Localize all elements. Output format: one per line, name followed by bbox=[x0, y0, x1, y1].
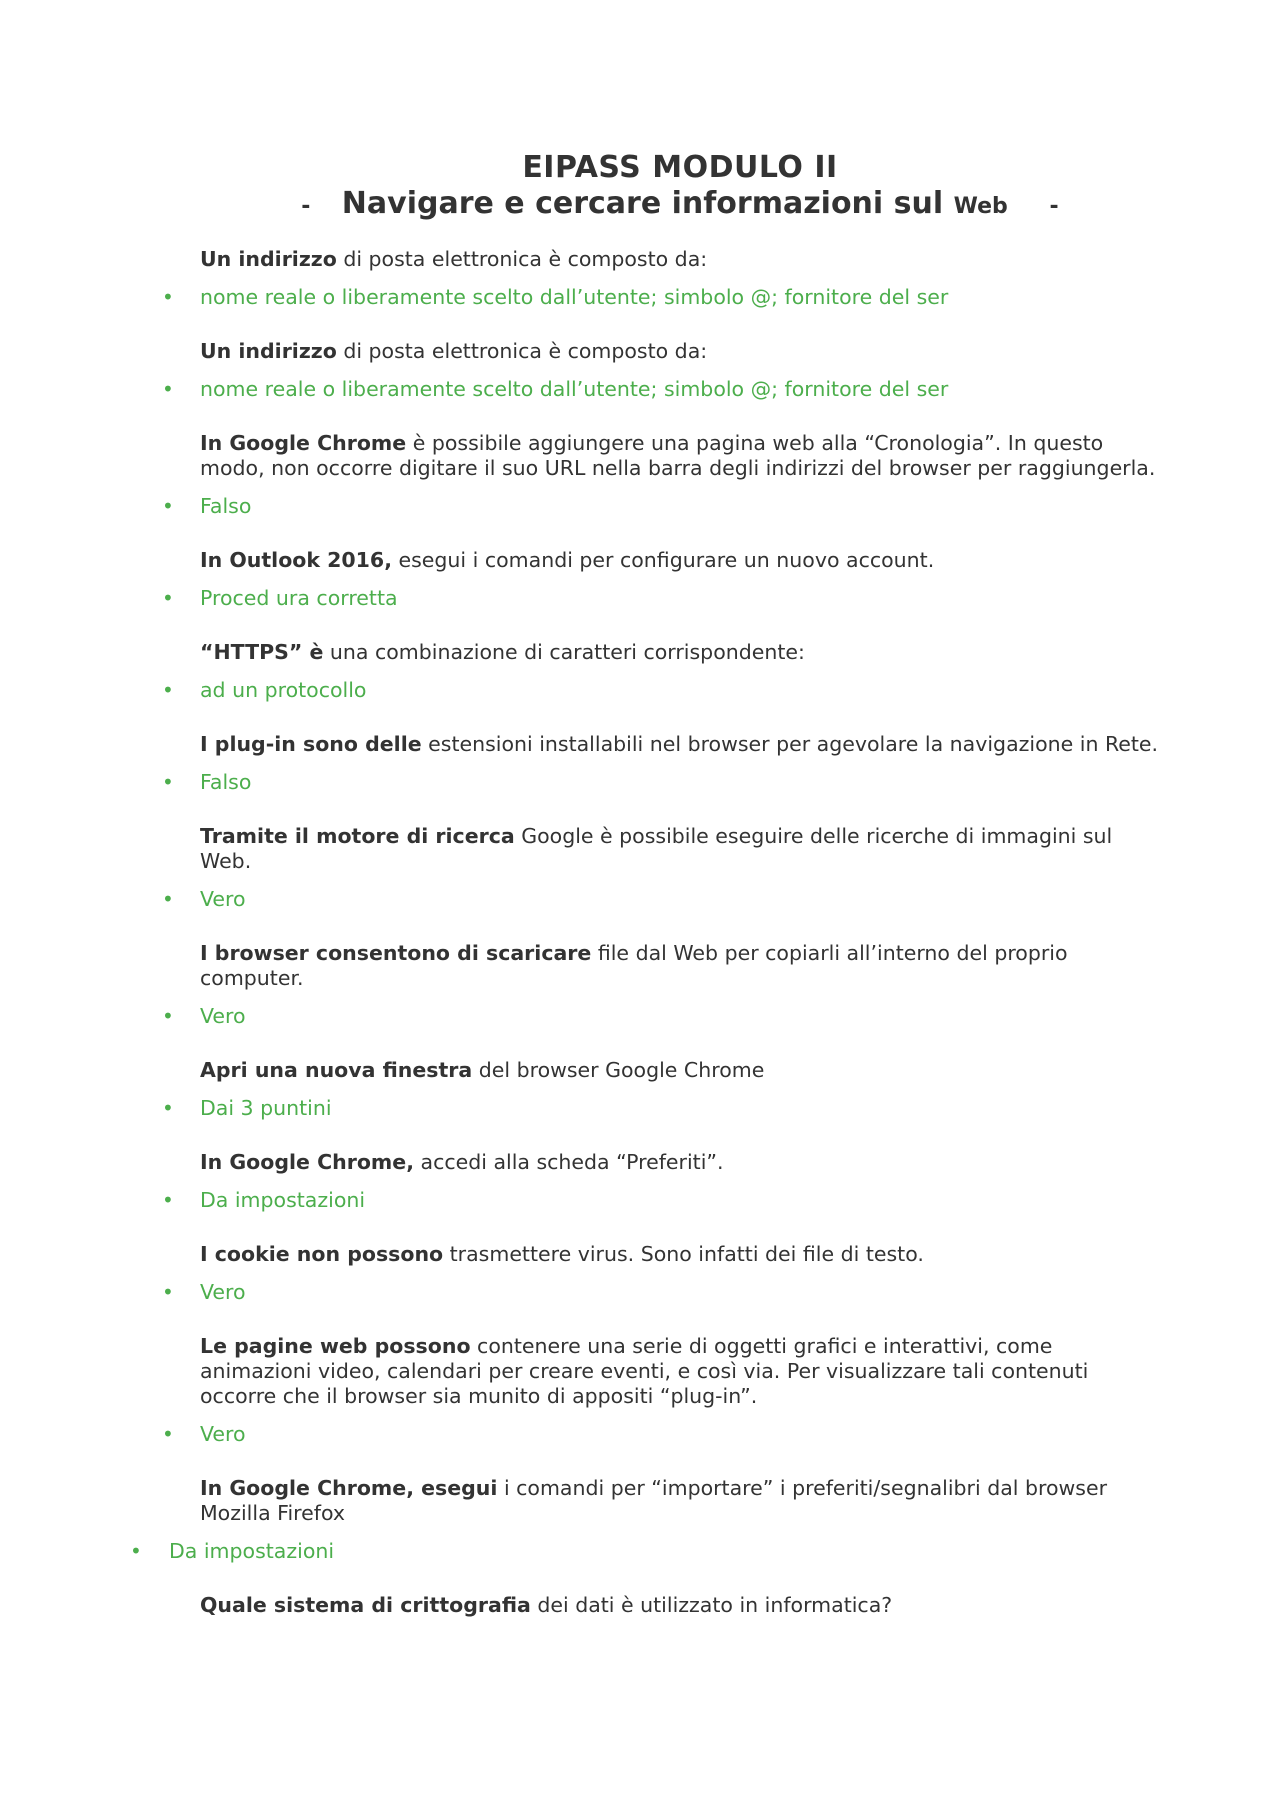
answer-text bbox=[162, 1004, 1160, 1029]
qa-item bbox=[162, 339, 1160, 402]
question-answer-list bbox=[130, 247, 1160, 1647]
qa-item bbox=[130, 1476, 1160, 1564]
bullet-icon: • bbox=[162, 1422, 174, 1446]
answer-value: nome reale o liberamente scelto dall’utente; simbolo @; fornitore del ser bbox=[200, 285, 949, 309]
question-rest: dei dati è utilizzato in informatica? bbox=[530, 1593, 893, 1617]
qa-item bbox=[162, 1334, 1160, 1447]
question-rest: accedi alla scheda “Preferiti”. bbox=[413, 1150, 724, 1174]
question-text bbox=[200, 640, 1160, 665]
question-rest: esegui i comandi per configurare un nuovo account. bbox=[392, 548, 935, 572]
qa-item bbox=[200, 1593, 1160, 1618]
title-dash-right: - bbox=[1049, 194, 1059, 219]
question-rest: di posta elettronica è composto da: bbox=[336, 339, 708, 363]
answer-text bbox=[162, 285, 1160, 310]
answer-text bbox=[162, 1096, 1160, 1121]
bullet-icon: • bbox=[162, 887, 174, 911]
question-text bbox=[200, 431, 1160, 481]
answer-value: Vero bbox=[200, 1280, 246, 1304]
question-text bbox=[200, 1242, 1160, 1267]
question-bold: Le pagine web possono bbox=[200, 1334, 471, 1358]
bullet-icon: • bbox=[162, 377, 174, 401]
question-bold: Quale sistema di crittografia bbox=[200, 1593, 531, 1617]
bullet-icon: • bbox=[162, 1096, 174, 1120]
answer-value: Vero bbox=[200, 887, 246, 911]
answer-text bbox=[162, 678, 1160, 703]
question-bold: “HTTPS” è bbox=[200, 640, 324, 664]
question-text bbox=[200, 247, 1160, 272]
answer-value: Dai 3 puntini bbox=[200, 1096, 332, 1120]
title-sub-text: Navigare e cercare informazioni sul bbox=[341, 186, 944, 221]
answer-text bbox=[162, 586, 1160, 611]
bullet-icon: • bbox=[162, 494, 174, 518]
bullet-icon: • bbox=[162, 770, 174, 794]
question-rest: è possibile aggiungere una pagina web alla “Cronologia”. In questo modo, non occorre digitare il suo URL nella barra degli indirizzi del browser per raggiungerla. bbox=[200, 431, 1156, 480]
qa-item bbox=[162, 548, 1160, 611]
question-text bbox=[200, 941, 1160, 991]
qa-item bbox=[162, 732, 1160, 795]
question-bold: In Outlook 2016, bbox=[200, 548, 392, 572]
answer-text bbox=[130, 1539, 1160, 1564]
question-text bbox=[200, 1476, 1160, 1526]
question-bold: Un indirizzo bbox=[200, 339, 337, 363]
question-rest: una combinazione di caratteri corrispondente: bbox=[323, 640, 805, 664]
answer-value: Falso bbox=[200, 770, 252, 794]
bullet-icon: • bbox=[162, 1188, 174, 1212]
question-bold: In Google Chrome, bbox=[200, 1150, 414, 1174]
question-text bbox=[200, 1593, 1160, 1618]
question-text bbox=[200, 824, 1160, 874]
answer-value: Da impostazioni bbox=[200, 1188, 366, 1212]
title-main: EIPASS MODULO II bbox=[522, 150, 838, 185]
bullet-icon: • bbox=[162, 586, 174, 610]
question-bold: In Google Chrome bbox=[200, 431, 407, 455]
answer-text bbox=[162, 1280, 1160, 1305]
question-text bbox=[200, 548, 1160, 573]
bullet-icon: • bbox=[130, 1539, 142, 1563]
question-text bbox=[200, 1150, 1160, 1175]
qa-item bbox=[162, 824, 1160, 912]
bullet-icon: • bbox=[162, 1004, 174, 1028]
question-bold: Tramite il motore di ricerca bbox=[200, 824, 515, 848]
answer-value: Vero bbox=[200, 1004, 246, 1028]
qa-item bbox=[162, 941, 1160, 1029]
answer-text bbox=[162, 887, 1160, 912]
question-text bbox=[200, 1058, 1160, 1083]
qa-item bbox=[162, 1058, 1160, 1121]
question-text bbox=[200, 339, 1160, 364]
qa-item bbox=[162, 247, 1160, 310]
question-bold: Un indirizzo bbox=[200, 247, 337, 271]
question-rest: di posta elettronica è composto da: bbox=[336, 247, 708, 271]
question-text bbox=[200, 732, 1160, 757]
answer-text bbox=[162, 494, 1160, 519]
title-dash-left: - bbox=[301, 194, 311, 219]
qa-item bbox=[162, 640, 1160, 703]
answer-text bbox=[162, 1422, 1160, 1447]
question-bold: In Google Chrome, esegui bbox=[200, 1476, 498, 1500]
qa-item bbox=[162, 431, 1160, 519]
answer-text bbox=[162, 1188, 1160, 1213]
qa-item bbox=[162, 1150, 1160, 1213]
question-rest: file dal Web per copiarli all’interno del proprio computer. bbox=[200, 941, 1068, 990]
answer-value: Falso bbox=[200, 494, 252, 518]
question-rest: contenere una serie di oggetti grafici e interattivi, come animazioni video, calendari per creare eventi, e così via. Per visualizzare tali contenuti occorre che il browser sia munito di appositi “plug-in”. bbox=[200, 1334, 1089, 1408]
answer-value: ad un protocollo bbox=[200, 678, 367, 702]
question-rest: trasmettere virus. Sono infatti dei file di testo. bbox=[443, 1242, 924, 1266]
answer-text bbox=[162, 377, 1160, 402]
answer-text bbox=[162, 770, 1160, 795]
bullet-icon: • bbox=[162, 1280, 174, 1304]
question-bold: Apri una nuova finestra bbox=[200, 1058, 473, 1082]
qa-item bbox=[162, 1242, 1160, 1305]
question-bold: I cookie non possono bbox=[200, 1242, 444, 1266]
answer-value: Da impostazioni bbox=[169, 1539, 335, 1563]
answer-value: Proced ura corretta bbox=[200, 586, 398, 610]
title-subtitle bbox=[80, 186, 1280, 225]
document-title bbox=[0, 150, 1280, 225]
question-rest: del browser Google Chrome bbox=[472, 1058, 765, 1082]
answer-value: nome reale o liberamente scelto dall’utente; simbolo @; fornitore del ser bbox=[200, 377, 949, 401]
answer-value: Vero bbox=[200, 1422, 246, 1446]
question-bold: I browser consentono di scaricare bbox=[200, 941, 592, 965]
bullet-icon: • bbox=[162, 678, 174, 702]
question-rest: Google è possibile eseguire delle ricerche di immagini sul Web. bbox=[200, 824, 1113, 873]
question-rest: i comandi per “importare” i preferiti/segnalibri dal browser Mozilla Firefox bbox=[200, 1476, 1107, 1525]
bullet-icon: • bbox=[162, 285, 174, 309]
title-sub-small: Web bbox=[953, 194, 1008, 219]
question-rest: estensioni installabili nel browser per agevolare la navigazione in Rete. bbox=[421, 732, 1159, 756]
question-bold: I plug-in sono delle bbox=[200, 732, 422, 756]
question-text bbox=[200, 1334, 1160, 1409]
